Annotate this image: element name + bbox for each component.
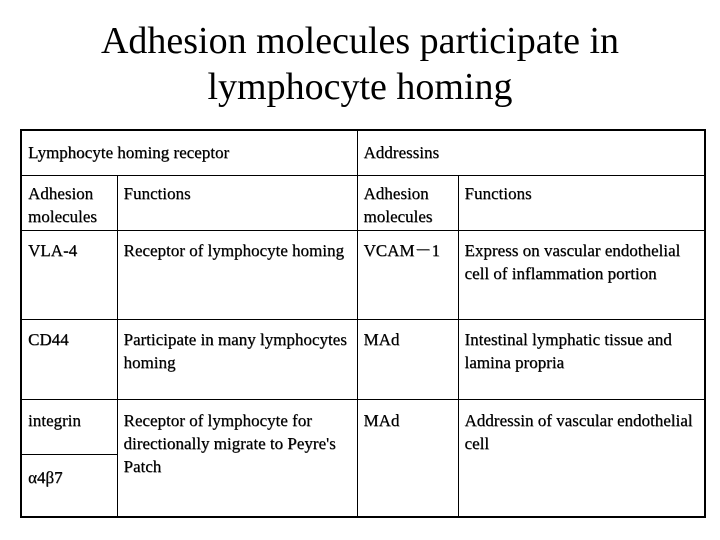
addressin-function-cell: Express on vascular endothelial cell of inflammation portion <box>458 231 705 320</box>
table-row <box>21 320 705 400</box>
addressin-cell: MAd <box>357 400 458 518</box>
slide-title <box>0 18 720 110</box>
receptor-cell: VLA-4 <box>21 231 117 320</box>
addressin-cell: VCAM－1 <box>357 231 458 320</box>
receptor-cell: CD44 <box>21 320 117 400</box>
addressin-function-cell: Intestinal lymphatic tissue and lamina propria <box>458 320 705 400</box>
receptor-function-cell: Receptor of lymphocyte homing <box>117 231 357 320</box>
receptor-group-header: Lymphocyte homing receptor <box>21 130 357 176</box>
addressin-group-header: Addressins <box>357 130 705 176</box>
addressin-function-cell: Addressin of vascular endothelial cell <box>458 400 705 518</box>
title-line-1: Adhesion molecules participate in <box>100 20 620 62</box>
receptor-functions-header: Functions <box>117 176 357 231</box>
addressin-molecules-header: Adhesion molecules <box>357 176 458 231</box>
receptor-cell: integrin <box>21 400 117 455</box>
title-line-2: lymphocyte homing <box>207 66 513 108</box>
group-header-row <box>21 130 705 176</box>
receptor-sub-cell: α4β7 <box>21 455 117 518</box>
receptor-function-cell: Participate in many lymphocytes homing <box>117 320 357 400</box>
sub-header-row <box>21 176 705 231</box>
table-row <box>21 231 705 320</box>
receptor-molecules-header: Adhesion molecules <box>21 176 117 231</box>
addressin-cell: MAd <box>357 320 458 400</box>
addressin-functions-header: Functions <box>458 176 705 231</box>
receptor-function-cell: Receptor of lymphocyte for directionally migrate to Peyre's Patch <box>117 400 357 518</box>
table-row <box>21 400 705 455</box>
homing-table <box>20 129 706 518</box>
